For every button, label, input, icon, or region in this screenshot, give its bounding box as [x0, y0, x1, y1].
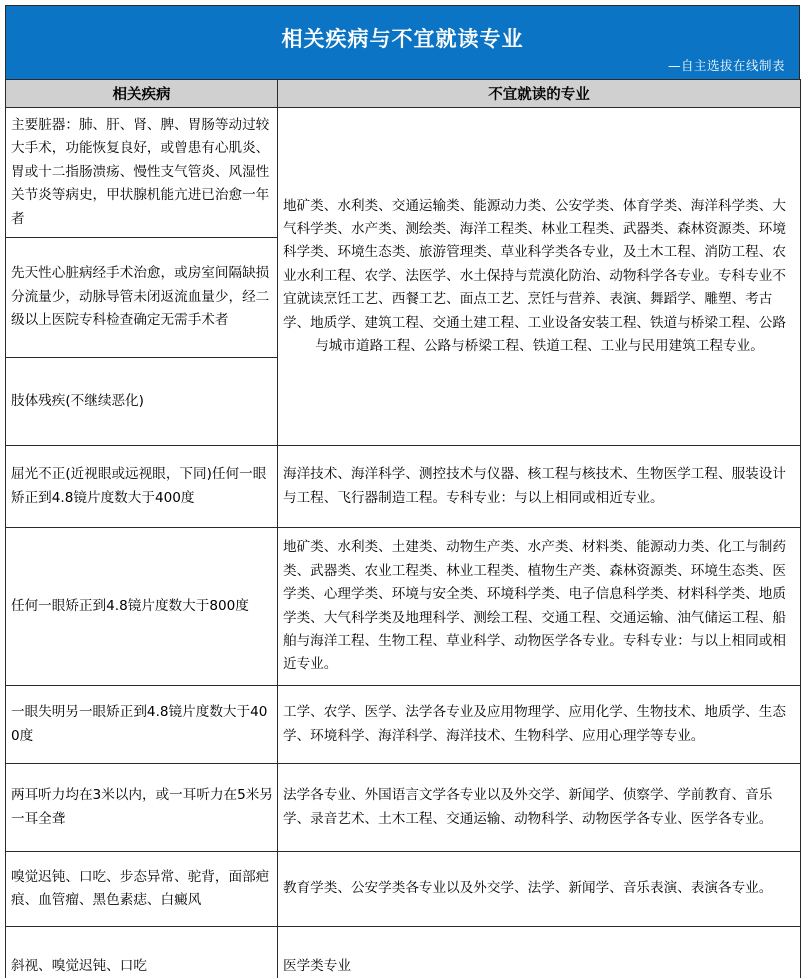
column-header-disease: 相关疾病	[6, 80, 278, 108]
cell-disease: 肢体残疾(不继续恶化)	[6, 358, 278, 446]
table-row	[6, 446, 801, 528]
disease-major-table	[5, 79, 801, 978]
cell-majors: 工学、农学、医学、法学各专业及应用物理学、应用化学、生物技术、地质学、生态学、环境科学、海洋科学、海洋技术、生物科学、应用心理学等专业。	[278, 686, 801, 764]
table-row	[6, 852, 801, 927]
cell-disease: 一眼失明另一眼矫正到4.8镜片度数大于400度	[6, 686, 278, 764]
banner-subtitle: —自主选拔在线制表	[667, 58, 785, 73]
table-row	[6, 764, 801, 852]
cell-majors: 海洋技术、海洋科学、测控技术与仪器、核工程与核技术、生物医学工程、服装设计与工程、飞行器制造工程。专科专业：与以上相同或相近专业。	[278, 446, 801, 528]
table-header-row	[6, 80, 801, 108]
cell-majors: 地矿类、水利类、交通运输类、能源动力类、公安学类、体育学类、海洋科学类、大气科学类、水产类、测绘类、海洋工程类、林业工程类、武器类、森林资源类、环境科学类、环境生态类、旅游管理类、草业科学类各专业，及土木工程、消防工程、农业水利工程、农学、法医学、水土保持与荒漠化防治、动物科学各专业。专科专业不宜就读烹饪工艺、西餐工艺、面点工艺、烹饪与营养、表演、舞蹈学、雕塑、考古学、地质学、建筑工程、交通土建工程、工业设备安装工程、铁道与桥梁工程、公路与城市道路工程、公路与桥梁工程、铁道工程、工业与民用建筑工程专业。	[278, 108, 801, 446]
cell-disease: 两耳听力均在3米以内，或一耳听力在5米另一耳全聋	[6, 764, 278, 852]
table-row	[6, 528, 801, 686]
table-row	[6, 108, 801, 238]
table-row	[6, 927, 801, 978]
cell-disease: 先天性心脏病经手术治愈，或房室间隔缺损分流量少，动脉导管未闭返流血量少，经二级以上医院专科检查确定无需手术者	[6, 238, 278, 358]
cell-disease: 嗅觉迟钝、口吃、步态异常、驼背，面部疤痕、血管瘤、黑色素痣、白癜风	[6, 852, 278, 927]
table-row	[6, 686, 801, 764]
cell-disease: 斜视、嗅觉迟钝、口吃	[6, 927, 278, 978]
page-title: 相关疾病与不宜就读专业	[281, 27, 524, 51]
cell-majors: 法学各专业、外国语言文学各专业以及外交学、新闻学、侦察学、学前教育、音乐学、录音艺术、土木工程、交通运输、动物科学、动物医学各专业、医学各专业。	[278, 764, 801, 852]
cell-majors: 医学类专业	[278, 927, 801, 978]
cell-majors: 教育学类、公安学类各专业以及外交学、法学、新闻学、音乐表演、表演各专业。	[278, 852, 801, 927]
cell-majors: 地矿类、水利类、土建类、动物生产类、水产类、材料类、能源动力类、化工与制药类、武器类、农业工程类、林业工程类、植物生产类、森林资源类、环境生态类、医学类、心理学类、环境与安全类、环境科学类、电子信息科学类、材料科学类、地质学类、大气科学类及地理科学、测绘工程、交通工程、交通运输、油气储运工程、船舶与海洋工程、生物工程、草业科学、动物医学各专业。专科专业：与以上相同或相近专业。	[278, 528, 801, 686]
cell-disease: 主要脏器：肺、肝、肾、脾、胃肠等动过较大手术，功能恢复良好，或曾患有心肌炎、胃或十二指肠溃疡、慢性支气管炎、风湿性关节炎等病史，甲状腺机能亢进已治愈一年者	[6, 108, 278, 238]
column-header-majors: 不宜就读的专业	[278, 80, 801, 108]
title-banner	[5, 5, 800, 79]
cell-disease: 屈光不正(近视眼或远视眼，下同)任何一眼矫正到4.8镜片度数大于400度	[6, 446, 278, 528]
cell-disease: 任何一眼矫正到4.8镜片度数大于800度	[6, 528, 278, 686]
